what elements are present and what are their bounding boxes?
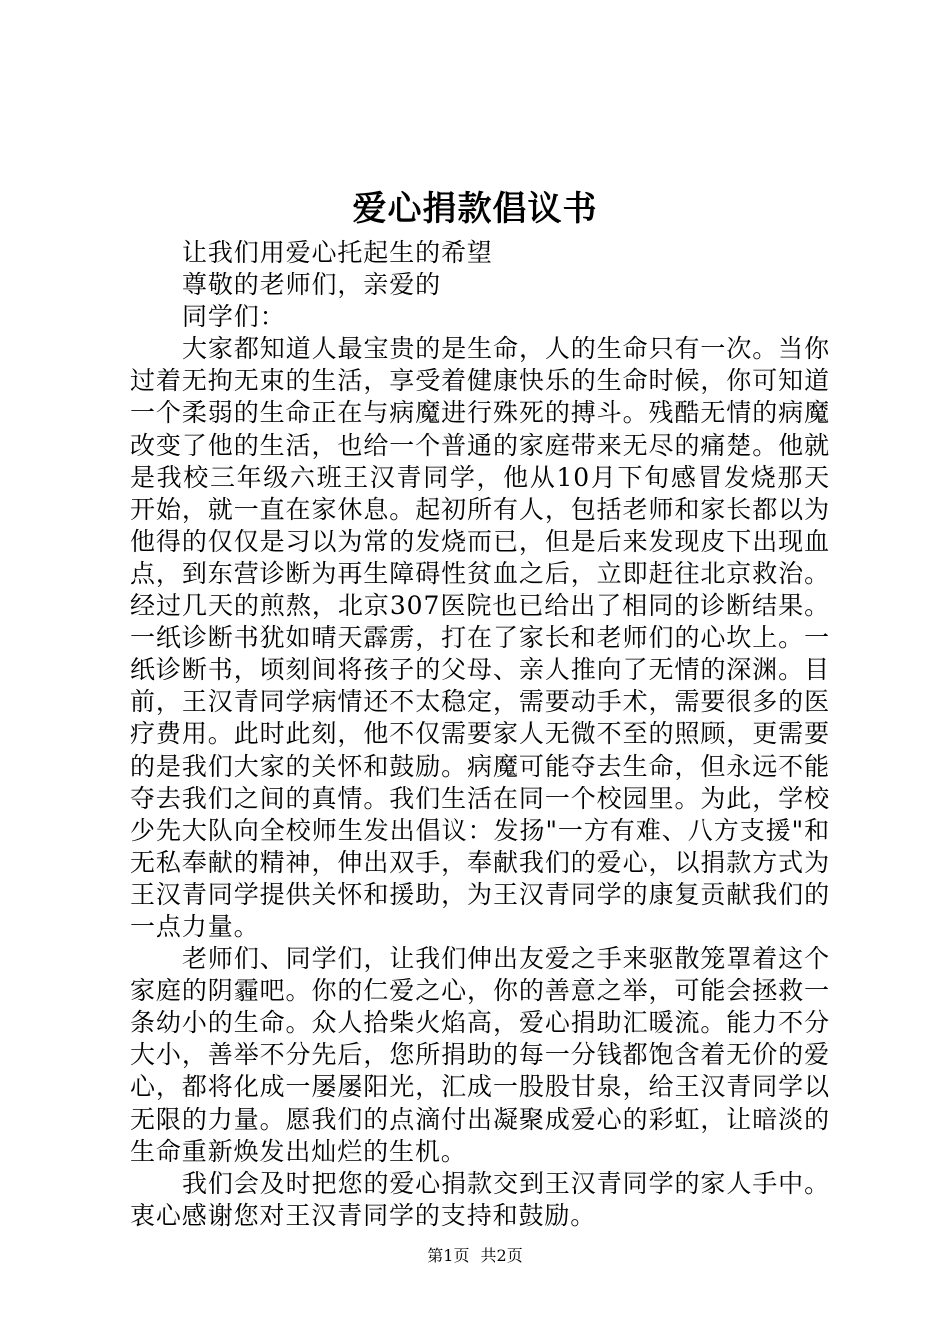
document-title: 爱心捐款倡议书: [352, 189, 598, 229]
salutation-line-1: 尊敬的老师们，亲爱的: [182, 270, 442, 300]
document-body: [130, 237, 830, 1232]
salutation-line-2: 同学们：: [182, 302, 286, 332]
document-subtitle: 让我们用爱心托起生的希望: [182, 238, 493, 267]
body-paragraph-3: 我们会及时把您的爱心捐款交到王汉青同学的家人手中。衷心感谢您对王汉青同学的支持和鼓励。: [130, 1168, 830, 1230]
page-number-current: 第1页: [427, 1246, 470, 1265]
page-footer: [0, 1244, 950, 1268]
body-paragraph-1: 大家都知道人最宝贵的是生命，人的生命只有一次。当你过着无拘无束的生活，享受着健康快乐的生命时候，你可知道一个柔弱的生命正在与病魔进行殊死的搏斗。残酷无情的病魔改变了他的生活，也给一个普通的家庭带来无尽的痛楚。他就是我校三年级六班王汉青同学，他从10月下旬感冒发烧那天开始，就一直在家休息。起初所有人，包括老师和家长都以为他得的仅仅是习以为常的发烧而已，但是后来发现皮下出现血点，到东营诊断为再生障碍性贫血之后，立即赶往北京救治。经过几天的煎熬，北京307医院也已给出了相同的诊断结果。一纸诊断书犹如晴天霹雳，打在了家长和老师们的心坎上。一纸诊断书，顷刻间将孩子的父母、亲人推向了无情的深渊。目前，王汉青同学病情还不太稳定，需要动手术，需要很多的医疗费用。此时此刻，他不仅需要家人无微不至的照顾，更需要的是我们大家的关怀和鼓励。病魔可能夺去生命，但永远不能夺去我们之间的真情。我们生活在同一个校园里。为此，学校少先大队向全校师生发出倡议：发扬"一方有难、八方支援"和无私奉献的精神，伸出双手，奉献我们的爱心，以捐款方式为王汉青同学提供关怀和援助，为王汉青同学的康复贡献我们的一点力量。: [130, 334, 830, 941]
page-number-total: 共2页: [480, 1246, 523, 1265]
body-paragraph-2: 老师们、同学们，让我们伸出友爱之手来驱散笼罩着这个家庭的阴霾吧。你的仁爱之心，你的善意之举，可能会拯救一条幼小的生命。众人拾柴火焰高，爱心捐助汇暖流。能力不分大小，善举不分先后，您所捐助的每一分钱都饱含着无价的爱心，都将化成一屡屡阳光，汇成一股股甘泉，给王汉青同学以无限的力量。愿我们的点滴付出凝聚成爱心的彩虹，让暗淡的生命重新焕发出灿烂的生机。: [130, 944, 830, 1166]
